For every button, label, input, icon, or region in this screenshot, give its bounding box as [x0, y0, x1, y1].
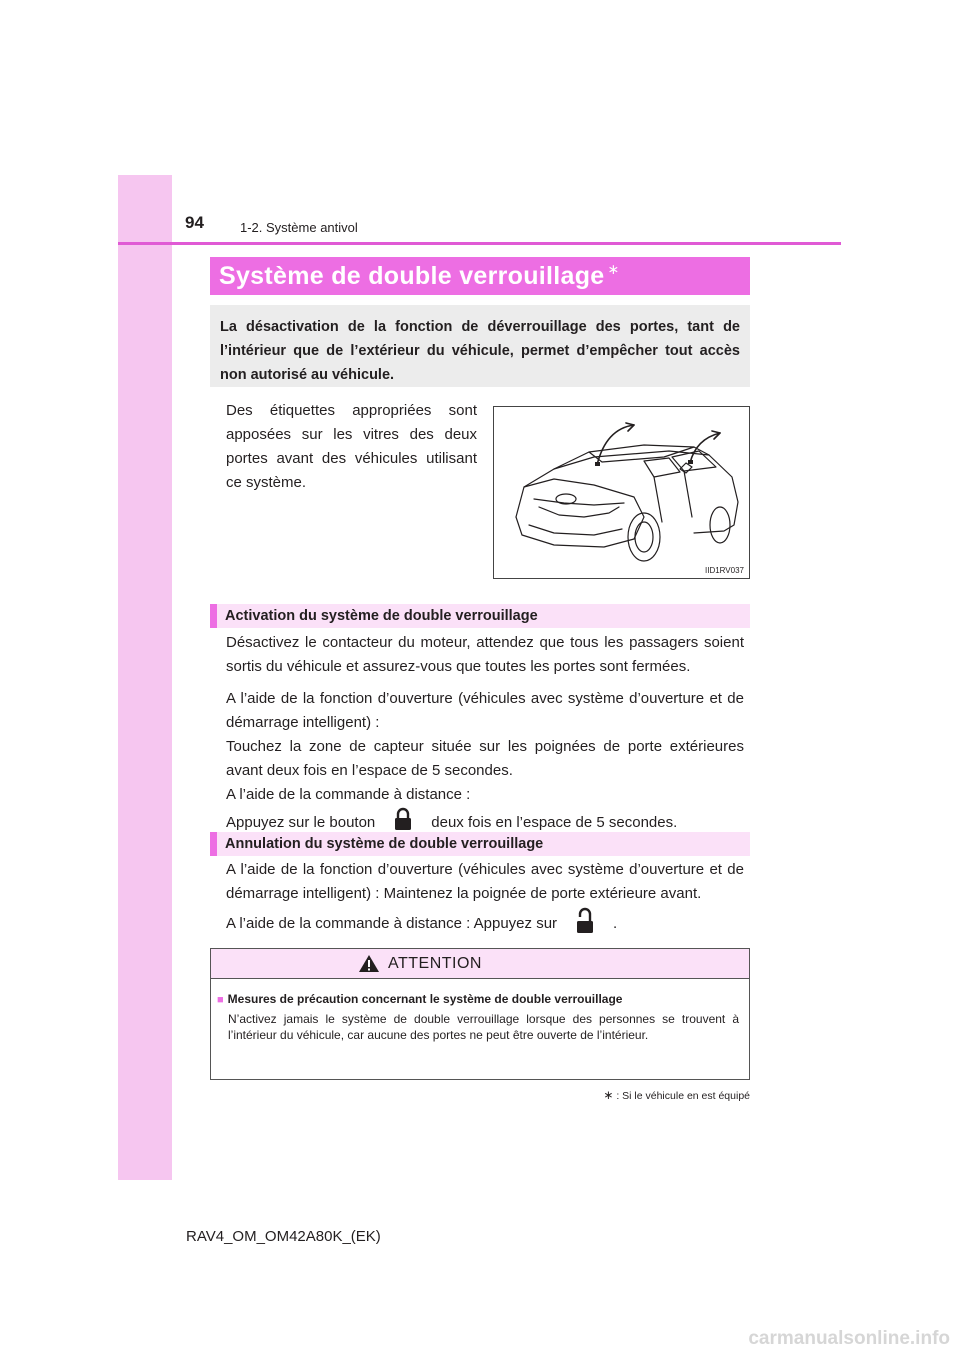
activation-sensor-line: Touchez la zone de capteur située sur les poignées de porte extérieures avant deux fois en l’espace de 5 secondes.	[226, 738, 744, 779]
figure-id: IID1RV037	[705, 566, 744, 575]
activation-section	[226, 631, 744, 839]
warning-triangle-icon	[358, 954, 380, 973]
cancellation-line-1: A l’aide de la fonction d’ouverture (véhicules avec système d’ouverture et de démarrage intelligent) : Maintenez la poignée de porte extérieure avant.	[226, 861, 744, 902]
footnote-text: : Si le véhicule en est équipé	[616, 1090, 750, 1102]
car-figure	[493, 406, 750, 579]
cancellation-line-2	[226, 906, 744, 942]
document-code: RAV4_OM_OM42A80K_(EK)	[186, 1228, 381, 1245]
labels-paragraph: Des étiquettes appropriées sont apposées sur les vitres des deux portes avant des véhicules utilisant ce système.	[226, 402, 477, 491]
intro-box: La désactivation de la fonction de déverrouillage des portes, tant de l’intérieur que de l’extérieur du véhicule, permet d’empêcher tout accès non autorisé au véhicule.	[210, 305, 750, 387]
car-label-illustration	[494, 407, 749, 578]
activation-heading: Activation du système de double verrouillage	[210, 604, 750, 628]
warning-item	[211, 979, 749, 1043]
side-thumb-band	[118, 175, 172, 1180]
title-asterisk-mark: ∗	[607, 261, 620, 277]
warning-item-title	[217, 991, 739, 1008]
footnote	[598, 1088, 750, 1102]
warning-heading: ATTENTION	[388, 954, 482, 972]
activation-remote-line: A l’aide de la commande à distance :	[226, 786, 471, 803]
lock-open-icon	[575, 906, 595, 942]
warning-item-text: N’activez jamais le système de double verrouillage lorsque des personnes se trouvent à l’intérieur du véhicule, car aucune des portes ne peut être ouverte de l’intérieur.	[228, 1012, 739, 1042]
activation-smart-key-line: A l’aide de la fonction d’ouverture (véhicules avec système d’ouverture et de démarrage intelligent) :	[226, 690, 744, 731]
cancellation-text-before: A l’aide de la commande à distance : Appuyez sur	[226, 914, 558, 932]
cancellation-heading: Annulation du système de double verrouillage	[210, 832, 750, 856]
header-rule	[118, 242, 841, 245]
warning-item-title-text: Mesures de précaution concernant le système de double verrouillage	[227, 992, 623, 1006]
activation-button-text-after: deux fois en l’espace de 5 secondes.	[431, 813, 678, 831]
cancellation-section	[226, 858, 744, 942]
warning-header	[211, 949, 749, 979]
cancellation-text-after: .	[613, 914, 618, 932]
warning-box	[210, 948, 750, 1080]
square-bullet-icon: ■	[217, 994, 224, 1006]
page-title-bar	[210, 257, 750, 295]
page-title: Système de double verrouillage	[219, 261, 605, 290]
activation-button-text-before: Appuyez sur le bouton	[226, 813, 376, 831]
watermark: carmanualsonline.info	[748, 1328, 950, 1349]
footnote-asterisk-mark: ∗	[603, 1088, 614, 1102]
activation-paragraph-1: Désactivez le contacteur du moteur, attendez que tous les passagers soient sortis du véhicule et assurez-vous que toutes les portes sont fermées.	[226, 634, 744, 675]
section-label: 1-2. Système antivol	[240, 220, 358, 235]
page-number: 94	[185, 213, 204, 232]
